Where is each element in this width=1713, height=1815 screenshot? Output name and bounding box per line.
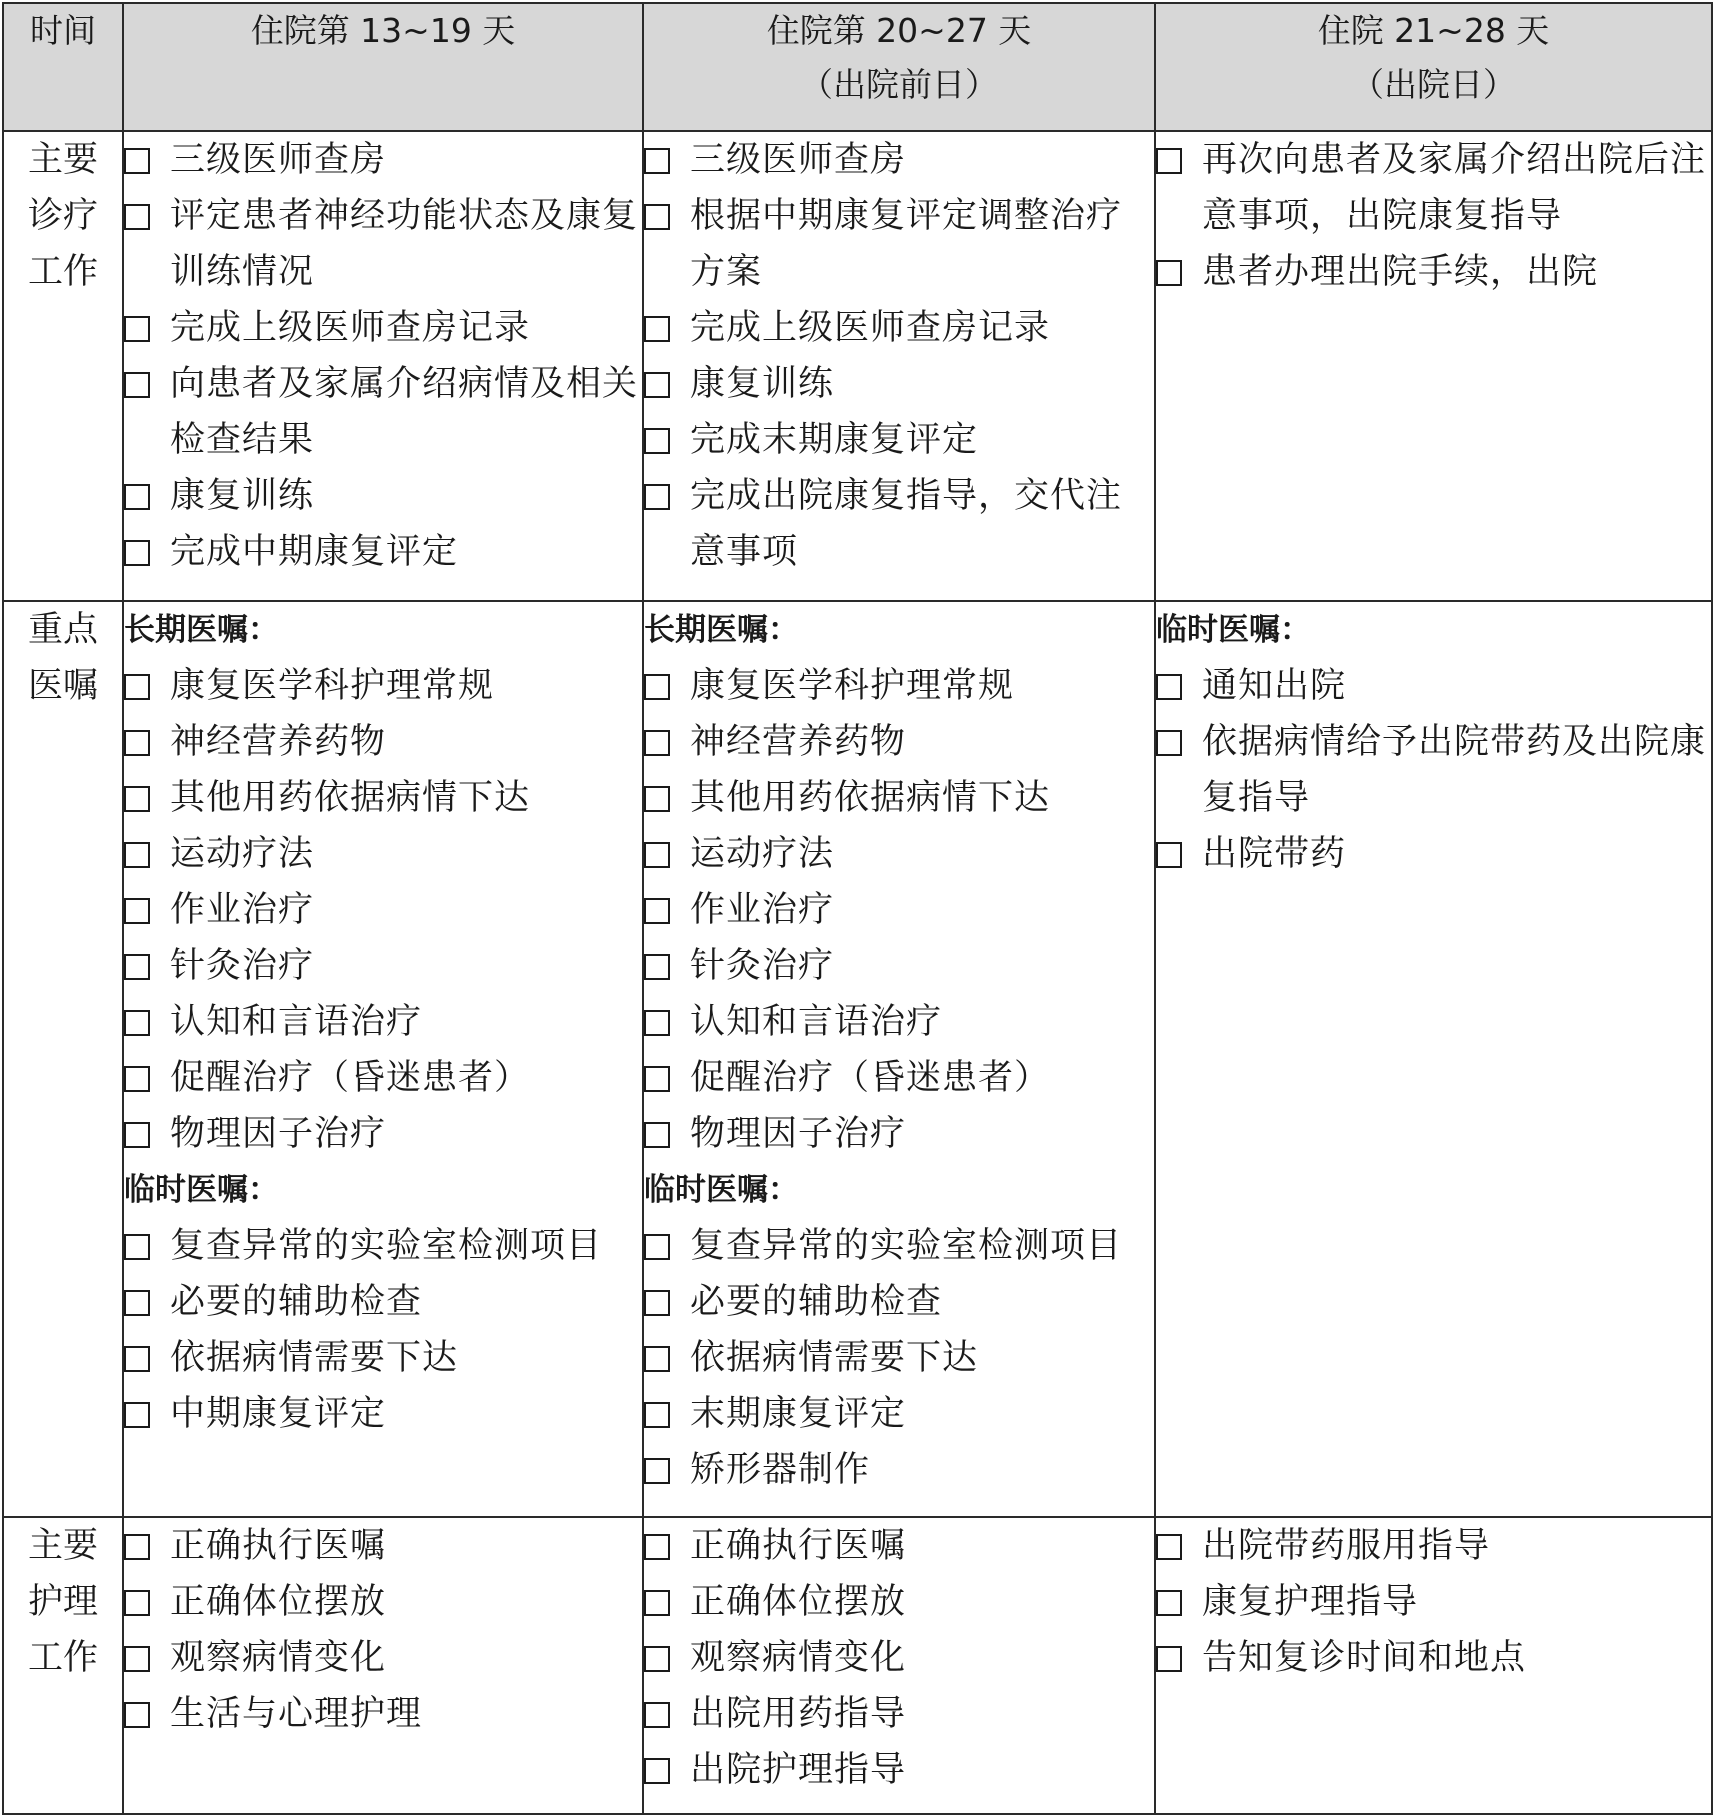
checklist-item — [644, 714, 1154, 770]
checklist-item-text: 针灸治疗 — [690, 946, 835, 986]
row-label-line: 护理 — [27, 1582, 98, 1622]
checkbox[interactable] — [124, 1534, 150, 1560]
checklist-item — [124, 356, 642, 468]
checklist-item-text: 作业治疗 — [170, 890, 315, 930]
checkbox[interactable] — [644, 1234, 670, 1260]
checklist-item-text: 神经营养药物 — [170, 722, 387, 762]
checklist-item — [1156, 1518, 1711, 1574]
temporary-orders-heading: 临时医嘱： — [124, 1172, 279, 1208]
checklist-item — [124, 994, 642, 1050]
long-term-orders-heading: 长期医嘱： — [124, 612, 279, 648]
checklist-item — [644, 882, 1154, 938]
checklist-item — [644, 300, 1154, 356]
long-term-orders-list — [644, 658, 1154, 1162]
checklist-item-text: 其他用药依据病情下达 — [170, 778, 531, 818]
long-term-orders-heading: 长期医嘱： — [644, 612, 799, 648]
checklist-item-text: 物理因子治疗 — [170, 1114, 387, 1154]
checkbox[interactable] — [644, 1590, 670, 1616]
checkbox[interactable] — [644, 1010, 670, 1036]
checkbox[interactable] — [644, 1402, 670, 1428]
checklist-item-text: 向患者及家属介绍病情及相关检查结果 — [170, 364, 639, 460]
checklist-item-text: 促醒治疗（昏迷患者） — [170, 1058, 531, 1098]
checklist-item-text: 康复训练 — [170, 476, 315, 516]
orders-col1 — [123, 601, 643, 1517]
checklist-item — [644, 1106, 1154, 1162]
temporary-orders-list — [1156, 658, 1711, 882]
checklist-item-text: 神经营养药物 — [690, 722, 907, 762]
checkbox[interactable] — [124, 1702, 150, 1728]
diagnosis-col3 — [1155, 131, 1712, 601]
checklist-item-text: 出院带药 — [1202, 834, 1347, 874]
checkbox[interactable] — [1156, 674, 1182, 700]
checkbox[interactable] — [644, 1458, 670, 1484]
checklist-item-text: 生活与心理护理 — [170, 1694, 423, 1734]
checklist-item-text: 必要的辅助检查 — [170, 1282, 423, 1322]
checklist-item — [124, 1274, 642, 1330]
checklist-item-text: 作业治疗 — [690, 890, 835, 930]
row-label-line: 重点 — [27, 610, 98, 650]
checklist-item-text: 完成上级医师查房记录 — [170, 308, 531, 348]
checklist-item-text: 观察病情变化 — [690, 1638, 907, 1678]
checklist-item — [644, 132, 1154, 188]
checklist-item — [644, 1518, 1154, 1574]
checkbox[interactable] — [124, 898, 150, 924]
checklist-item — [1156, 826, 1711, 882]
checklist-item-text: 康复训练 — [690, 364, 835, 404]
checkbox[interactable] — [124, 540, 150, 566]
checklist-item-text: 末期康复评定 — [690, 1394, 907, 1434]
checklist-item-text: 中期康复评定 — [170, 1394, 387, 1434]
checklist-item — [124, 1218, 642, 1274]
checkbox[interactable] — [124, 1234, 150, 1260]
row-nursing — [3, 1517, 1712, 1814]
checklist-item-text: 认知和言语治疗 — [690, 1002, 943, 1042]
row-label-diagnosis — [3, 131, 123, 601]
checklist-item — [124, 468, 642, 524]
checklist-item-text: 正确执行医嘱 — [690, 1526, 907, 1566]
orders-col2 — [643, 601, 1155, 1517]
checkbox[interactable] — [644, 1646, 670, 1672]
header-time-label: 时间 — [30, 11, 96, 50]
checklist-item — [124, 524, 642, 580]
checklist-item — [124, 1050, 642, 1106]
row-label-orders — [3, 601, 123, 1517]
checklist-item-text: 出院带药服用指导 — [1202, 1526, 1491, 1566]
diagnosis-col1 — [123, 131, 643, 601]
checkbox[interactable] — [124, 1402, 150, 1428]
checkbox[interactable] — [124, 1010, 150, 1036]
row-label-line: 工作 — [27, 1638, 98, 1678]
checklist-item — [124, 1518, 642, 1574]
row-orders — [3, 601, 1712, 1517]
checklist-item — [644, 770, 1154, 826]
checkbox[interactable] — [644, 1758, 670, 1784]
checklist-item-text: 通知出院 — [1202, 666, 1347, 706]
checkbox[interactable] — [124, 1066, 150, 1092]
row-label-nursing — [3, 1517, 123, 1814]
checklist-item-text: 康复医学科护理常规 — [690, 666, 1015, 706]
checklist-item — [124, 714, 642, 770]
checkbox[interactable] — [644, 1534, 670, 1560]
checklist-item-text: 其他用药依据病情下达 — [690, 778, 1051, 818]
checklist-item-text: 出院用药指导 — [690, 1694, 907, 1734]
checklist-item — [124, 132, 642, 188]
checklist-item-text: 完成末期康复评定 — [690, 420, 979, 460]
checklist-item-text: 康复护理指导 — [1202, 1582, 1419, 1622]
orders-col3 — [1155, 601, 1712, 1517]
checklist-item — [644, 1386, 1154, 1442]
nursing-col1 — [123, 1517, 643, 1814]
checkbox[interactable] — [644, 1702, 670, 1728]
checkbox[interactable] — [124, 674, 150, 700]
checkbox[interactable] — [124, 786, 150, 812]
temporary-orders-heading: 临时医嘱： — [1156, 612, 1311, 648]
checklist-item — [124, 770, 642, 826]
checklist-item — [644, 1742, 1154, 1798]
checkbox[interactable] — [644, 1066, 670, 1092]
checklist-item — [124, 300, 642, 356]
checklist-item-text: 出院护理指导 — [690, 1750, 907, 1790]
checklist-item-text: 完成出院康复指导，交代注意事项 — [690, 476, 1123, 572]
checklist-item-text: 物理因子治疗 — [690, 1114, 907, 1154]
checkbox[interactable] — [124, 148, 150, 174]
checklist-item-text: 针灸治疗 — [170, 946, 315, 986]
checklist-item-text: 依据病情需要下达 — [690, 1338, 979, 1378]
checklist-item-text: 正确体位摆放 — [170, 1582, 387, 1622]
checklist-item-text: 依据病情需要下达 — [170, 1338, 459, 1378]
checklist-item — [1156, 658, 1711, 714]
checklist-item — [644, 1574, 1154, 1630]
checklist-item-text: 根据中期康复评定调整治疗方案 — [690, 196, 1123, 292]
checklist-item — [644, 658, 1154, 714]
checkbox[interactable] — [1156, 730, 1182, 756]
checklist-item-text: 评定患者神经功能状态及康复训练情况 — [170, 196, 639, 292]
checklist-item-text: 正确体位摆放 — [690, 1582, 907, 1622]
checklist-item — [124, 1630, 642, 1686]
checkbox[interactable] — [644, 1122, 670, 1148]
long-term-orders-list — [124, 658, 642, 1162]
checklist-item — [644, 1050, 1154, 1106]
header-col3-line1: 住院 21~28 天 — [1317, 11, 1550, 50]
checklist-item-text: 完成中期康复评定 — [170, 532, 459, 572]
checklist-item-text: 认知和言语治疗 — [170, 1002, 423, 1042]
checklist-item — [644, 1686, 1154, 1742]
checkbox[interactable] — [124, 842, 150, 868]
checkbox[interactable] — [644, 316, 670, 342]
checklist-item — [644, 356, 1154, 412]
temporary-orders-list — [124, 1218, 642, 1442]
checkbox[interactable] — [644, 786, 670, 812]
checkbox[interactable] — [644, 674, 670, 700]
checklist-item-text: 三级医师查房 — [690, 140, 907, 180]
row-label-line: 主要 — [27, 140, 98, 180]
diagnosis-col2 — [643, 131, 1155, 601]
checkbox[interactable] — [644, 372, 670, 398]
checklist-item — [644, 1442, 1154, 1498]
checklist-item — [644, 188, 1154, 300]
checklist-item — [1156, 244, 1711, 300]
checkbox[interactable] — [124, 730, 150, 756]
checkbox[interactable] — [644, 204, 670, 230]
nursing-col2 — [643, 1517, 1155, 1814]
checkbox[interactable] — [124, 1346, 150, 1372]
checklist-item — [124, 188, 642, 300]
checklist-item — [644, 1330, 1154, 1386]
checkbox[interactable] — [644, 484, 670, 510]
checkbox[interactable] — [644, 428, 670, 454]
checkbox[interactable] — [124, 954, 150, 980]
row-label-line: 主要 — [27, 1526, 98, 1566]
checklist-item-text: 依据病情给予出院带药及出院康复指导 — [1202, 722, 1707, 818]
checklist-item-text: 三级医师查房 — [170, 140, 387, 180]
checkbox[interactable] — [124, 484, 150, 510]
checkbox[interactable] — [124, 372, 150, 398]
header-col2-line2: （出院前日） — [800, 65, 998, 104]
checklist-item — [124, 1574, 642, 1630]
checklist-item — [644, 1630, 1154, 1686]
header-col1-label: 住院第 13~19 天 — [250, 11, 516, 50]
checkbox[interactable] — [124, 1290, 150, 1316]
header-col2-line1: 住院第 20~27 天 — [766, 11, 1032, 50]
checkbox[interactable] — [644, 954, 670, 980]
checkbox[interactable] — [124, 1122, 150, 1148]
row-label-line: 医嘱 — [27, 666, 98, 706]
checklist-item — [644, 412, 1154, 468]
checklist-item — [1156, 1630, 1711, 1686]
checklist-item-text: 复查异常的实验室检测项目 — [690, 1226, 1123, 1266]
checklist-item-text: 运动疗法 — [690, 834, 835, 874]
checkbox[interactable] — [644, 898, 670, 924]
checklist-item-text: 观察病情变化 — [170, 1638, 387, 1678]
checklist-item-text: 正确执行医嘱 — [170, 1526, 387, 1566]
checklist-item — [644, 826, 1154, 882]
checkbox[interactable] — [644, 1346, 670, 1372]
checkbox[interactable] — [644, 842, 670, 868]
header-col1 — [123, 3, 643, 131]
checkbox[interactable] — [1156, 260, 1182, 286]
checklist-item — [1156, 1574, 1711, 1630]
checkbox[interactable] — [124, 316, 150, 342]
checklist-item — [124, 1386, 642, 1442]
checkbox[interactable] — [644, 148, 670, 174]
header-time — [3, 3, 123, 131]
checkbox[interactable] — [124, 1590, 150, 1616]
checklist-item-text: 运动疗法 — [170, 834, 315, 874]
checklist-item — [124, 826, 642, 882]
checklist-item — [1156, 714, 1711, 826]
checklist-item-text: 矫形器制作 — [690, 1450, 871, 1490]
row-label-line: 工作 — [27, 252, 98, 292]
checklist-item-text: 告知复诊时间和地点 — [1202, 1638, 1527, 1678]
checkbox[interactable] — [1156, 842, 1182, 868]
checklist-item — [124, 1106, 642, 1162]
checklist-item — [644, 994, 1154, 1050]
checklist-item-text: 复查异常的实验室检测项目 — [170, 1226, 603, 1266]
row-diagnosis — [3, 131, 1712, 601]
header-col2 — [643, 3, 1155, 131]
checkbox[interactable] — [1156, 1590, 1182, 1616]
row-label-line: 诊疗 — [27, 196, 98, 236]
checkbox[interactable] — [1156, 1646, 1182, 1672]
header-col3-line2: （出院日） — [1351, 65, 1516, 104]
checklist-item-text: 康复医学科护理常规 — [170, 666, 495, 706]
checklist-item-text: 再次向患者及家属介绍出院后注意事项，出院康复指导 — [1202, 140, 1707, 236]
checklist-item-text: 完成上级医师查房记录 — [690, 308, 1051, 348]
checklist-item — [644, 1218, 1154, 1274]
temporary-orders-heading: 临时医嘱： — [644, 1172, 799, 1208]
checklist-item — [1156, 132, 1711, 244]
checkbox[interactable] — [1156, 1534, 1182, 1560]
checklist-item — [124, 938, 642, 994]
checklist-item — [124, 1330, 642, 1386]
checklist-item — [644, 938, 1154, 994]
header-row — [3, 3, 1712, 131]
checklist-item — [124, 1686, 642, 1742]
checklist-item — [644, 1274, 1154, 1330]
temporary-orders-list — [644, 1218, 1154, 1498]
checkbox[interactable] — [124, 1646, 150, 1672]
checklist-item — [124, 882, 642, 938]
checklist-item-text: 必要的辅助检查 — [690, 1282, 943, 1322]
header-col3 — [1155, 3, 1712, 131]
checklist-item-text: 促醒治疗（昏迷患者） — [690, 1058, 1051, 1098]
checklist-item — [124, 658, 642, 714]
checkbox[interactable] — [644, 1290, 670, 1316]
nursing-col3 — [1155, 1517, 1712, 1814]
checkbox[interactable] — [1156, 148, 1182, 174]
checkbox[interactable] — [124, 204, 150, 230]
checkbox[interactable] — [644, 730, 670, 756]
clinical-pathway-table — [2, 2, 1713, 1815]
checklist-item-text: 患者办理出院手续，出院 — [1202, 252, 1599, 292]
checklist-item — [644, 468, 1154, 580]
